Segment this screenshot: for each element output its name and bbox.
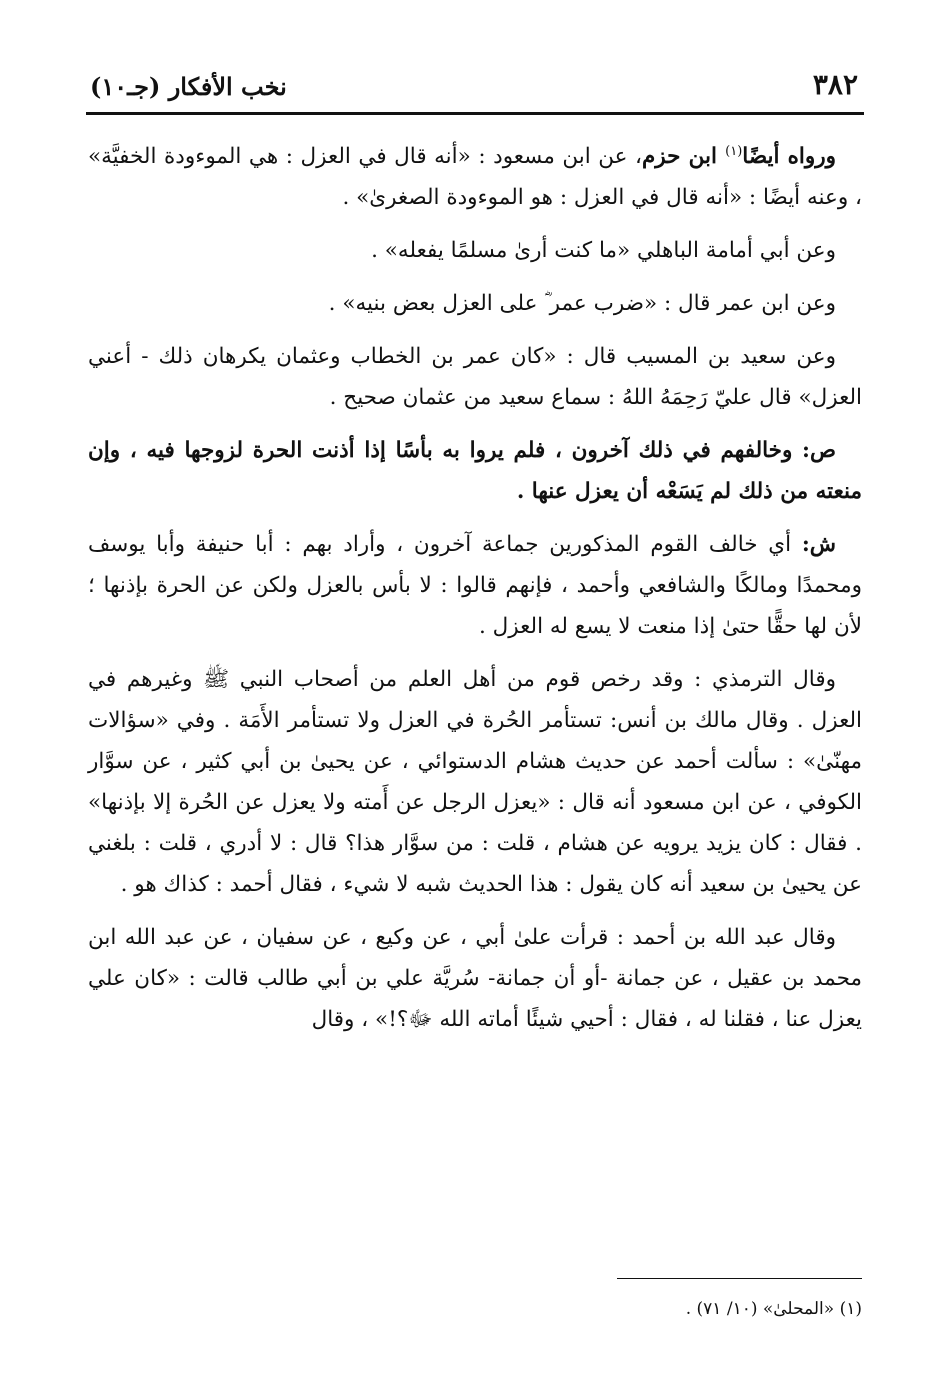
paragraph	[88, 230, 862, 271]
text-segment: وقال الترمذي : وقد رخص قوم من أهل العلم من أصحاب النبي ﷺ وغيرهم في العزل . وقال مالك بن أنس: تستأمر الحُرة في العزل ولا تستأمر الأَمَة . وفي «سؤالات مهنّىٰ» : سألت أحمد عن حديث هشام الدستوائي ، عن يحيىٰ بن أبي كثير ، عن سوَّار الكوفي ، عن ابن مسعود أنه قال : «يعزل الرجل عن أَمته ولا يعزل عن الحُرة إلا بإذنها» . فقال : كان يزيد يرويه عن هشام ، قلت : من سوَّار هذا؟ قال : لا أدري ، قلت : بلغني عن يحيىٰ بن سعيد أنه كان يقول : هذا الحديث شبه لا شيء ، فقال أحمد : كذاك هو .	[88, 667, 862, 897]
running-header	[86, 66, 864, 106]
text-segment: ، عن ابن مسعود : «أنه قال في العزل : هي الموءودة الخفيَّة» ، وعنه أيضًا : «أنه قال في العزل : هو الموءودة الصغرىٰ» .	[88, 144, 862, 210]
paragraph	[88, 917, 862, 1040]
text-segment: وقال عبد الله بن أحمد : قرأت علىٰ أبي ، عن وكيع ، عن سفيان ، عن عبد الله ابن محمد بن عقيل ، عن جمانة -أو أن جمانة- سُريَّة علي بن أبي طالب قالت : «كان علي يعزل عنا ، فقلنا له ، فقال : أحيي شيئًا أماته الله ﷻ؟!» ، وقال	[88, 925, 862, 1032]
main-text	[88, 136, 862, 1052]
text-segment: وعن أبي أمامة الباهلي «ما كنت أرىٰ مسلمًا يفعله» .	[371, 238, 836, 263]
footnote-rule	[617, 1278, 862, 1279]
paragraph	[88, 283, 862, 324]
text-segment: ش:	[801, 532, 836, 557]
text-segment: وعن ابن عمر قال : «ضرب عمر ؓ على العزل بعض بنيه» .	[328, 291, 836, 316]
paragraph	[88, 430, 862, 512]
paragraph	[88, 659, 862, 905]
text-segment: ورواه	[779, 144, 836, 169]
paragraph	[88, 524, 862, 647]
text-segment: ابن حزم	[641, 144, 726, 169]
page-number: ٣٨٢	[812, 68, 858, 101]
text-segment: ص: وخالفهم في ذلك آخرون ، فلم يروا به بأسًا إذا أذنت الحرة لزوجها فيه ، وإن منعته من ذلك لم يَسَعْه أن يعزل عنها .	[88, 438, 862, 504]
header-rule	[86, 112, 864, 115]
text-segment: أيضًا	[742, 144, 780, 169]
paragraph	[88, 136, 862, 218]
book-title: نخب الأفكار (جـ١٠)	[90, 72, 287, 101]
footnote-marker[interactable]: (١)	[725, 143, 743, 159]
text-segment: وعن سعيد بن المسيب قال : «كان عمر بن الخطاب وعثمان يكرهان ذلك - أعني العزل» قال عليّ رَحِمَهُ اللهُ : سماع سعيد من عثمان صحيح .	[88, 344, 862, 410]
text-segment: أي خالف القوم المذكورين جماعة آخرون ، وأراد بهم : أبا حنيفة وأبا يوسف ومحمدًا ومالكًا والشافعي وأحمد ، فإنهم قالوا : لا بأس بالعزل ولكن عن الحرة بإذنها ؛ لأن لها حقًّا حتىٰ إذا منعت لا يسع له العزل .	[88, 532, 862, 639]
paragraph	[88, 336, 862, 418]
footnote: (١) «المحلىٰ» (١٠/ ٧١) .	[685, 1299, 862, 1319]
